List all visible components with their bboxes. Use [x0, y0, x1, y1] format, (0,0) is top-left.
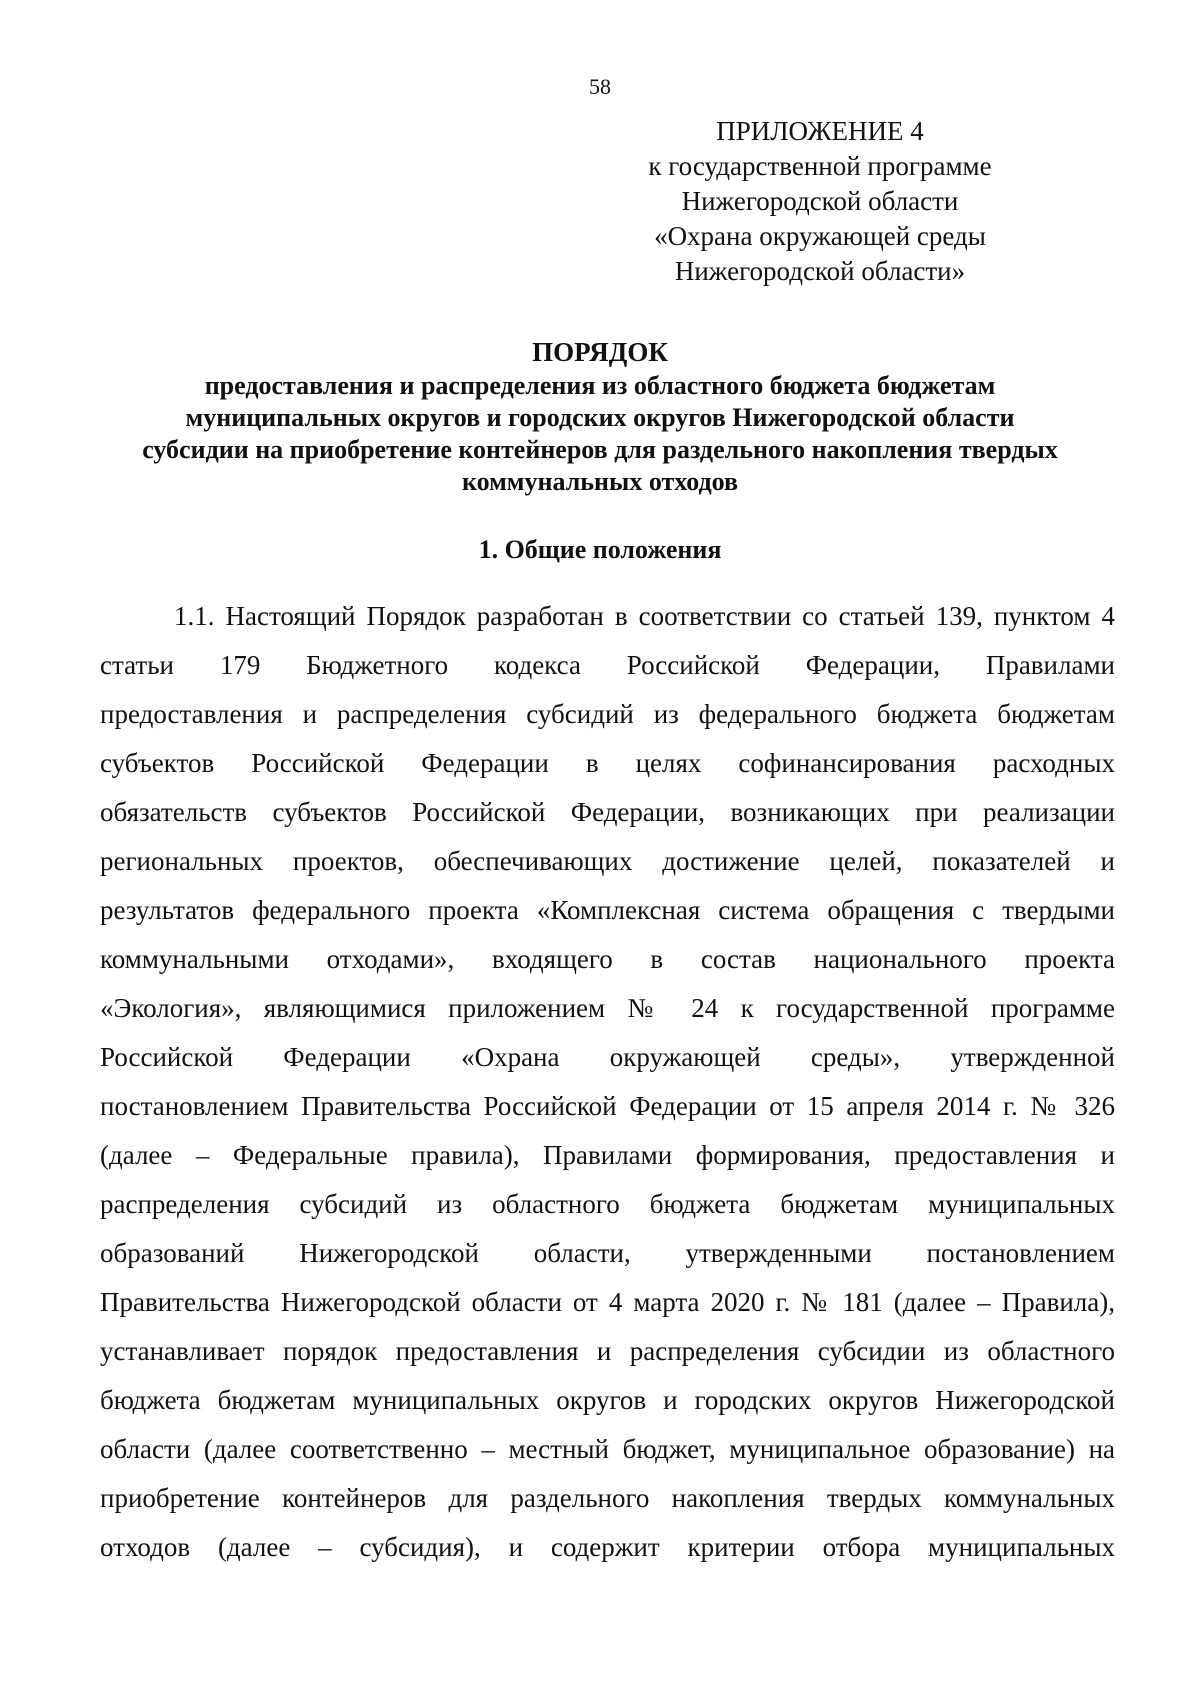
- paragraph-line: субъектов Российской Федерации в целях софинансирования расходных: [100, 748, 1115, 778]
- document-subtitle: [100, 370, 1100, 498]
- paragraph-line: (далее – Федеральные правила), Правилами формирования, предоставления и: [100, 1140, 1115, 1170]
- page-number: 58: [589, 74, 611, 99]
- subtitle-line: предоставления и распределения из областного бюджета бюджетам: [204, 371, 996, 400]
- paragraph-line: отходов (далее – субсидия), и содержит критерии отбора муниципальных: [100, 1532, 1115, 1562]
- paragraph-line: обязательств субъектов Российской Федерации, возникающих при реализации: [100, 797, 1115, 827]
- subtitle-line: муниципальных округов и городских округов Нижегородской области: [185, 403, 1015, 432]
- appendix-block: [640, 114, 1000, 289]
- paragraph-line: области (далее соответственно – местный бюджет, муниципальное образование) на: [100, 1434, 1115, 1464]
- paragraph-line: устанавливает порядок предоставления и распределения субсидии из областного: [100, 1336, 1115, 1366]
- paragraph-line: 1.1. Настоящий Порядок разработан в соответствии со статьей 139, пунктом 4: [174, 601, 1115, 631]
- paragraph-line: распределения субсидий из областного бюджета бюджетам муниципальных: [100, 1189, 1115, 1219]
- paragraph-line: Правительства Нижегородской области от 4 марта 2020 г. № 181 (далее – Правила),: [100, 1287, 1115, 1317]
- paragraph-line: приобретение контейнеров для раздельного накопления твердых коммунальных: [100, 1483, 1115, 1513]
- subtitle-line: субсидии на приобретение контейнеров для раздельного накопления твердых: [142, 435, 1058, 464]
- paragraph-line: «Экология», являющимися приложением № 24 к государственной программе: [100, 993, 1115, 1023]
- appendix-line: «Охрана окружающей среды: [654, 221, 986, 251]
- paragraph-line: Российской Федерации «Охрана окружающей среды», утвержденной: [100, 1042, 1115, 1072]
- subtitle-line: коммунальных отходов: [461, 467, 739, 496]
- appendix-line: Нижегородской области»: [674, 256, 966, 286]
- section-heading: 1. Общие положения: [478, 535, 722, 564]
- paragraph-line: коммунальными отходами», входящего в состав национального проекта: [100, 944, 1115, 974]
- paragraph-line: региональных проектов, обеспечивающих достижение целей, показателей и: [100, 846, 1115, 876]
- document-title: ПОРЯДОК: [532, 337, 668, 367]
- paragraph-line: бюджета бюджетам муниципальных округов и городских округов Нижегородской: [100, 1385, 1115, 1415]
- appendix-line: ПРИЛОЖЕНИЕ 4: [716, 116, 924, 146]
- paragraph-1-1: [100, 592, 1115, 1572]
- paragraph-line: результатов федерального проекта «Комплексная система обращения с твердыми: [100, 895, 1115, 925]
- paragraph-line: статьи 179 Бюджетного кодекса Российской Федерации, Правилами: [100, 650, 1115, 680]
- paragraph-line: образований Нижегородской области, утвержденными постановлением: [100, 1238, 1115, 1268]
- appendix-line: Нижегородской области: [681, 186, 959, 216]
- paragraph-line: постановлением Правительства Российской Федерации от 15 апреля 2014 г. № 326: [100, 1091, 1115, 1121]
- paragraph-line: предоставления и распределения субсидий из федерального бюджета бюджетам: [100, 699, 1115, 729]
- appendix-line: к государственной программе: [648, 151, 992, 181]
